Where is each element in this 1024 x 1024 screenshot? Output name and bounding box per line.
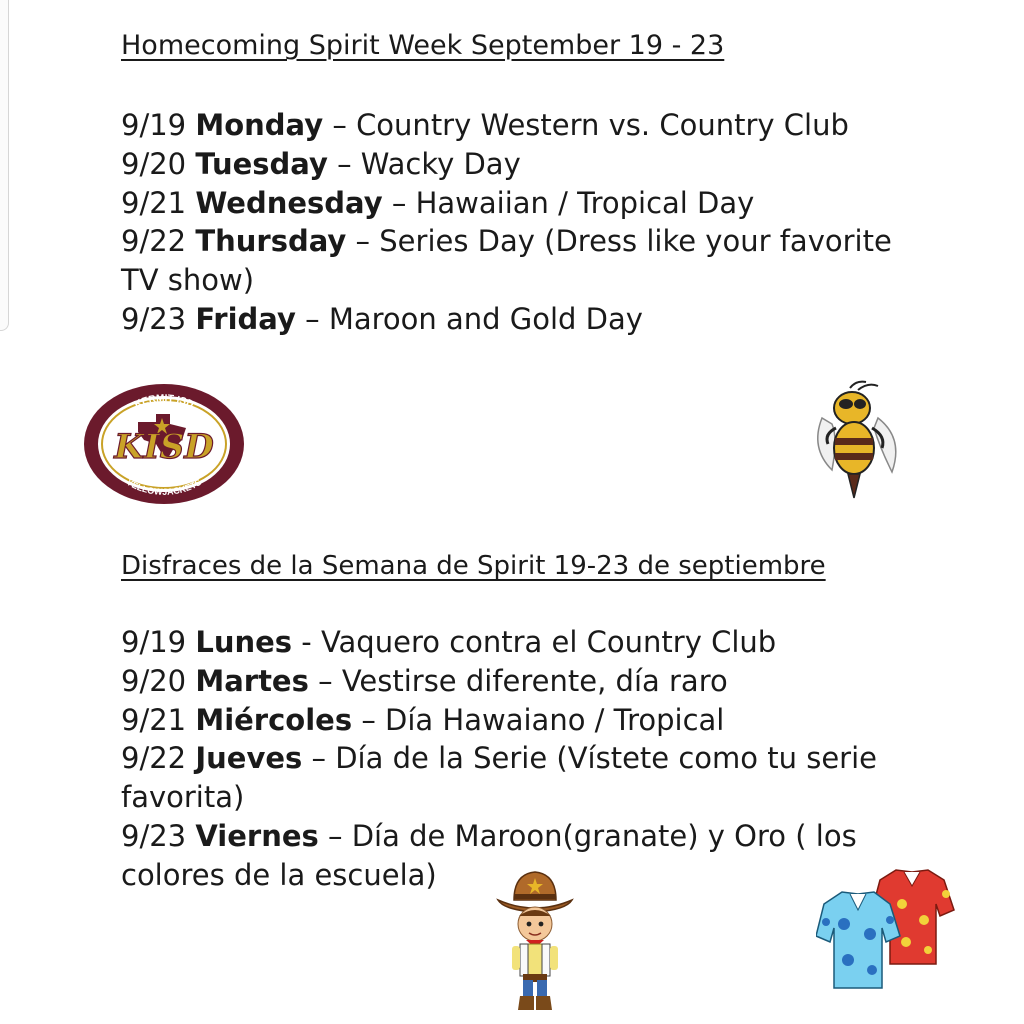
list-item: 9/21 Miércoles – Día Hawaiano / Tropical bbox=[121, 702, 725, 737]
list-item: 9/20 Martes – Vestirse diferente, día raro bbox=[121, 663, 728, 698]
english-schedule bbox=[121, 106, 921, 339]
list-item: 9/23 Viernes – Día de Maroon(granate) y Oro ( los colores de la escuela) bbox=[121, 818, 857, 892]
list-item: 9/20 Tuesday – Wacky Day bbox=[121, 146, 521, 181]
page-edge bbox=[0, 0, 9, 331]
spanish-heading: Disfraces de la Semana de Spirit 19-23 de septiembre bbox=[121, 551, 826, 581]
list-item: 9/21 Wednesday – Hawaiian / Tropical Day bbox=[121, 185, 755, 220]
cowboy-icon bbox=[492, 866, 578, 1014]
logo-top-text: KERMIT ISD bbox=[132, 393, 196, 411]
list-item: 9/23 Friday – Maroon and Gold Day bbox=[121, 301, 643, 336]
list-item: 9/19 Monday – Country Western vs. Country Club bbox=[121, 108, 849, 142]
list-item: 9/22 Thursday – Series Day (Dress like your favorite TV show) bbox=[121, 224, 892, 298]
list-item: 9/19 Lunes - Vaquero contra el Country Club bbox=[121, 625, 777, 659]
spanish-schedule bbox=[121, 623, 921, 895]
yellowjacket-mascot-icon bbox=[808, 378, 906, 504]
logo-bottom-text: YELLOWJACKETS bbox=[124, 476, 204, 497]
logo-monogram: KISD bbox=[114, 427, 214, 467]
kiso-logo bbox=[82, 382, 246, 506]
english-heading: Homecoming Spirit Week September 19 - 23 bbox=[121, 30, 725, 61]
list-item: 9/22 Jueves – Día de la Serie (Vístete como tu serie favorita) bbox=[121, 741, 878, 815]
hawaiian-shirts-icon bbox=[816, 864, 956, 992]
